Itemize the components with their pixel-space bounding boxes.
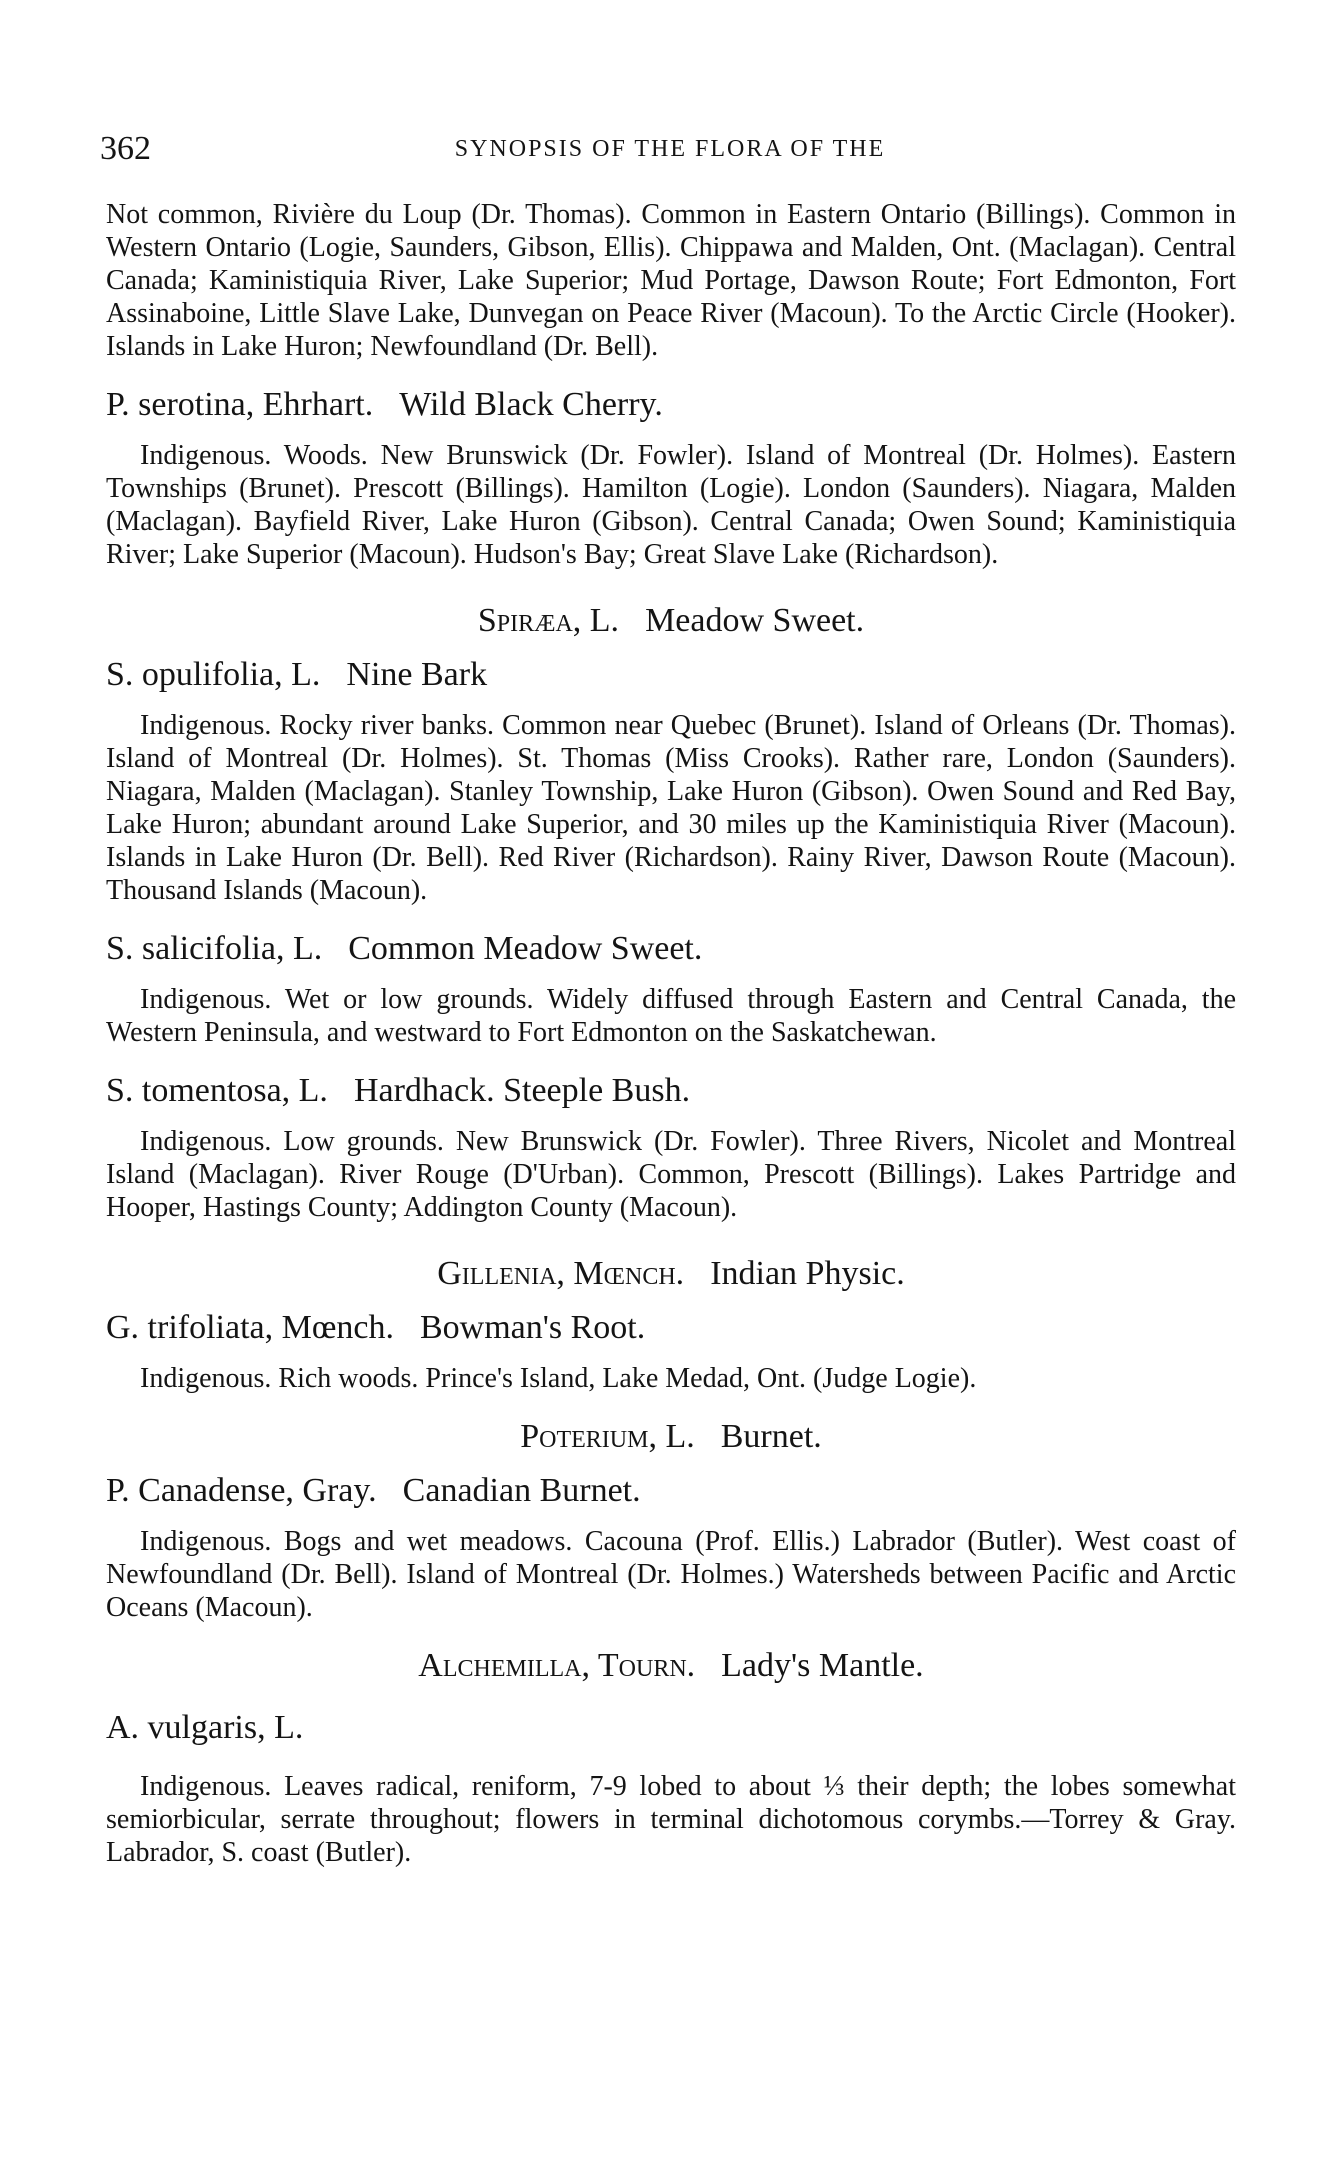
species-description: Indigenous. Low grounds. New Brunswick (Dr. Fowler). Three Rivers, Nicolet and Montreal Island (Maclagan). River Rouge (D'Urban). Common, Prescott (Billings). Lakes Partridge and Hooper, Hastings County; Addington County (Macoun). — [106, 1126, 1236, 1223]
species-description: Indigenous. Woods. New Brunswick (Dr. Fowler). Island of Montreal (Dr. Holmes). Eastern Townships (Brunet). Prescott (Billings). Hamilton (Logie). London (Saunders). Niagara, Malden (Maclagan). Bayfield River, Lake Huron (Gibson). Central Canada; Owen Sound; Kaministiquia River; Lake Superior (Macoun). Hudson's Bay; Great Slave Lake (Richardson). — [106, 440, 1236, 570]
species-description: Indigenous. Bogs and wet meadows. Cacouna (Prof. Ellis.) Labrador (Butler). West coast of Newfoundland (Dr. Bell). Island of Montreal (Dr. Holmes.) Watersheds between Pacific and Arctic Oceans (Macoun). — [106, 1526, 1236, 1623]
species-heading — [106, 385, 1236, 425]
species-heading — [106, 1708, 1236, 1748]
genus-name: Poterium, L. — [520, 1418, 695, 1455]
species-name: G. trifoliata, Mœnch. — [106, 1309, 394, 1346]
species-name: P. Canadense, Gray. — [106, 1472, 377, 1509]
genus-heading — [106, 1417, 1236, 1457]
common-name: Nine Bark — [346, 656, 488, 693]
genus-common-name: Burnet. — [720, 1418, 822, 1455]
common-name: Bowman's Root. — [420, 1309, 646, 1346]
common-name: Wild Black Cherry. — [399, 386, 663, 423]
genus-common-name: Indian Physic. — [710, 1255, 905, 1292]
genus-name: Spiræa, L. — [477, 602, 620, 639]
species-name: P. serotina, Ehrhart. — [106, 386, 374, 423]
continued-paragraph: Not common, Rivière du Loup (Dr. Thomas). Common in Eastern Ontario (Billings). Common in Western Ontario (Logie, Saunders, Gibson, Ellis). Chippawa and Malden, Ont. (Maclagan). Central Canada; Kaministiquia River, Lake Superior; Mud Portage, Dawson Route; Fort Edmonton, Fort Assinaboine, Little Slave Lake, Dunvegan on Peace River (Macoun). To the Arctic Circle (Hooker). Islands in Lake Huron; Newfoundland (Dr. Bell). — [106, 199, 1236, 362]
species-name: S. salicifolia, L. — [106, 930, 323, 967]
common-name: Canadian Burnet. — [402, 1472, 641, 1509]
species-name: A. vulgaris, L. — [106, 1709, 304, 1746]
genus-common-name: Meadow Sweet. — [645, 602, 865, 639]
genus-name: Gillenia, Mœnch. — [437, 1255, 685, 1292]
species-heading — [106, 1071, 1236, 1111]
species-name: S. tomentosa, L. — [106, 1072, 328, 1109]
genus-heading — [106, 1254, 1236, 1294]
genus-heading — [106, 1646, 1236, 1686]
species-heading — [106, 655, 1236, 695]
species-description: Indigenous. Rocky river banks. Common near Quebec (Brunet). Island of Orleans (Dr. Thomas). Island of Montreal (Dr. Holmes). St. Thomas (Miss Crooks). Rather rare, London (Saunders). Niagara, Malden (Maclagan). Stanley Township, Lake Huron (Gibson). Owen Sound and Red Bay, Lake Huron; abundant around Lake Superior, and 30 miles up the Kaministiquia River (Macoun). Islands in Lake Huron (Dr. Bell). Red River (Richardson). Rainy River, Dawson Route (Macoun). Thousand Islands (Macoun). — [106, 710, 1236, 906]
genus-common-name: Lady's Mantle. — [721, 1647, 924, 1684]
page-number: 362 — [100, 130, 151, 167]
running-head: SYNOPSIS OF THE FLORA OF THE — [454, 136, 886, 162]
species-heading — [106, 1308, 1236, 1348]
species-description: Indigenous. Leaves radical, reniform, 7-9 lobed to about ⅓ their depth; the lobes somewhat semiorbicular, serrate throughout; flowers in terminal dichotomous corymbs.—Torrey & Gray. Labrador, S. coast (Butler). — [106, 1771, 1236, 1868]
common-name: Hardhack. Steeple Bush. — [353, 1072, 691, 1109]
page-header — [100, 130, 1240, 170]
species-name: S. opulifolia, L. — [106, 656, 321, 693]
common-name: Common Meadow Sweet. — [348, 930, 703, 967]
page-body — [106, 198, 1236, 1869]
species-heading — [106, 929, 1236, 969]
species-description: Indigenous. Wet or low grounds. Widely diffused through Eastern and Central Canada, the Western Peninsula, and westward to Fort Edmonton on the Saskatchewan. — [106, 984, 1236, 1048]
species-description: Indigenous. Rich woods. Prince's Island, Lake Medad, Ont. (Judge Logie). — [140, 1363, 977, 1394]
species-heading — [106, 1471, 1236, 1511]
genus-name: Alchemilla, Tourn. — [418, 1647, 696, 1684]
genus-heading — [106, 601, 1236, 641]
